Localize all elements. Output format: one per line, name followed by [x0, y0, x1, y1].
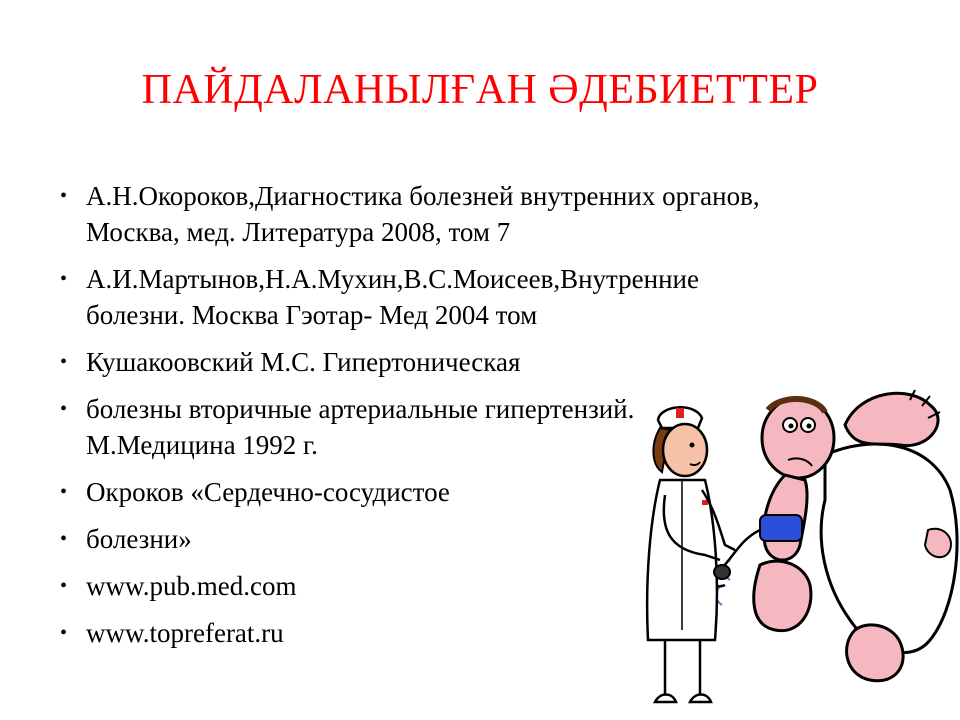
slide-title: ПАЙДАЛАНЫЛҒАН ӘДЕБИЕТТЕР	[141, 67, 819, 113]
reference-text: М.Медицина 1992 г.	[86, 430, 318, 460]
reference-text: А.И.Мартынов,Н.А.Мухин,В.С.Моисеев,Внутренние	[86, 264, 699, 294]
bullet-icon: •	[60, 622, 68, 644]
bullet-icon: •	[60, 398, 68, 420]
reference-text: Окроков «Сердечно-сосудистое	[86, 477, 450, 507]
bullet-icon: •	[60, 185, 68, 207]
patient-foot-top	[845, 393, 938, 445]
reference-text: А.Н.Окороков,Диагностика болезней внутренних органов,	[86, 181, 760, 211]
reference-text: Москва, мед. Литература 2008, том 7	[86, 217, 511, 247]
reference-link: www.pub.med.com	[86, 571, 297, 601]
nurse-figure	[647, 407, 735, 702]
nurse-blood-pressure-illustration	[610, 380, 960, 720]
list-item	[60, 344, 880, 380]
bullet-icon: •	[60, 351, 68, 373]
reference-text: болезни»	[86, 524, 192, 554]
reference-text: болезни. Москва Гэотар- Мед 2004 том	[86, 300, 538, 330]
bullet-icon: •	[60, 528, 68, 550]
reference-text: болезны вторичные артериальные гипертензий.	[86, 394, 635, 424]
patient-foot-right	[847, 625, 904, 681]
reference-text: Кушакоовский М.С. Гипертоническая	[86, 347, 521, 377]
list-item	[60, 261, 880, 333]
bullet-icon: •	[60, 575, 68, 597]
reference-link: www.topreferat.ru	[86, 618, 284, 648]
bullet-icon: •	[60, 481, 68, 503]
patient-foot-bottom	[754, 561, 811, 631]
bullet-icon: •	[60, 268, 68, 290]
list-item	[60, 178, 880, 250]
blood-pressure-cuff	[760, 515, 802, 541]
